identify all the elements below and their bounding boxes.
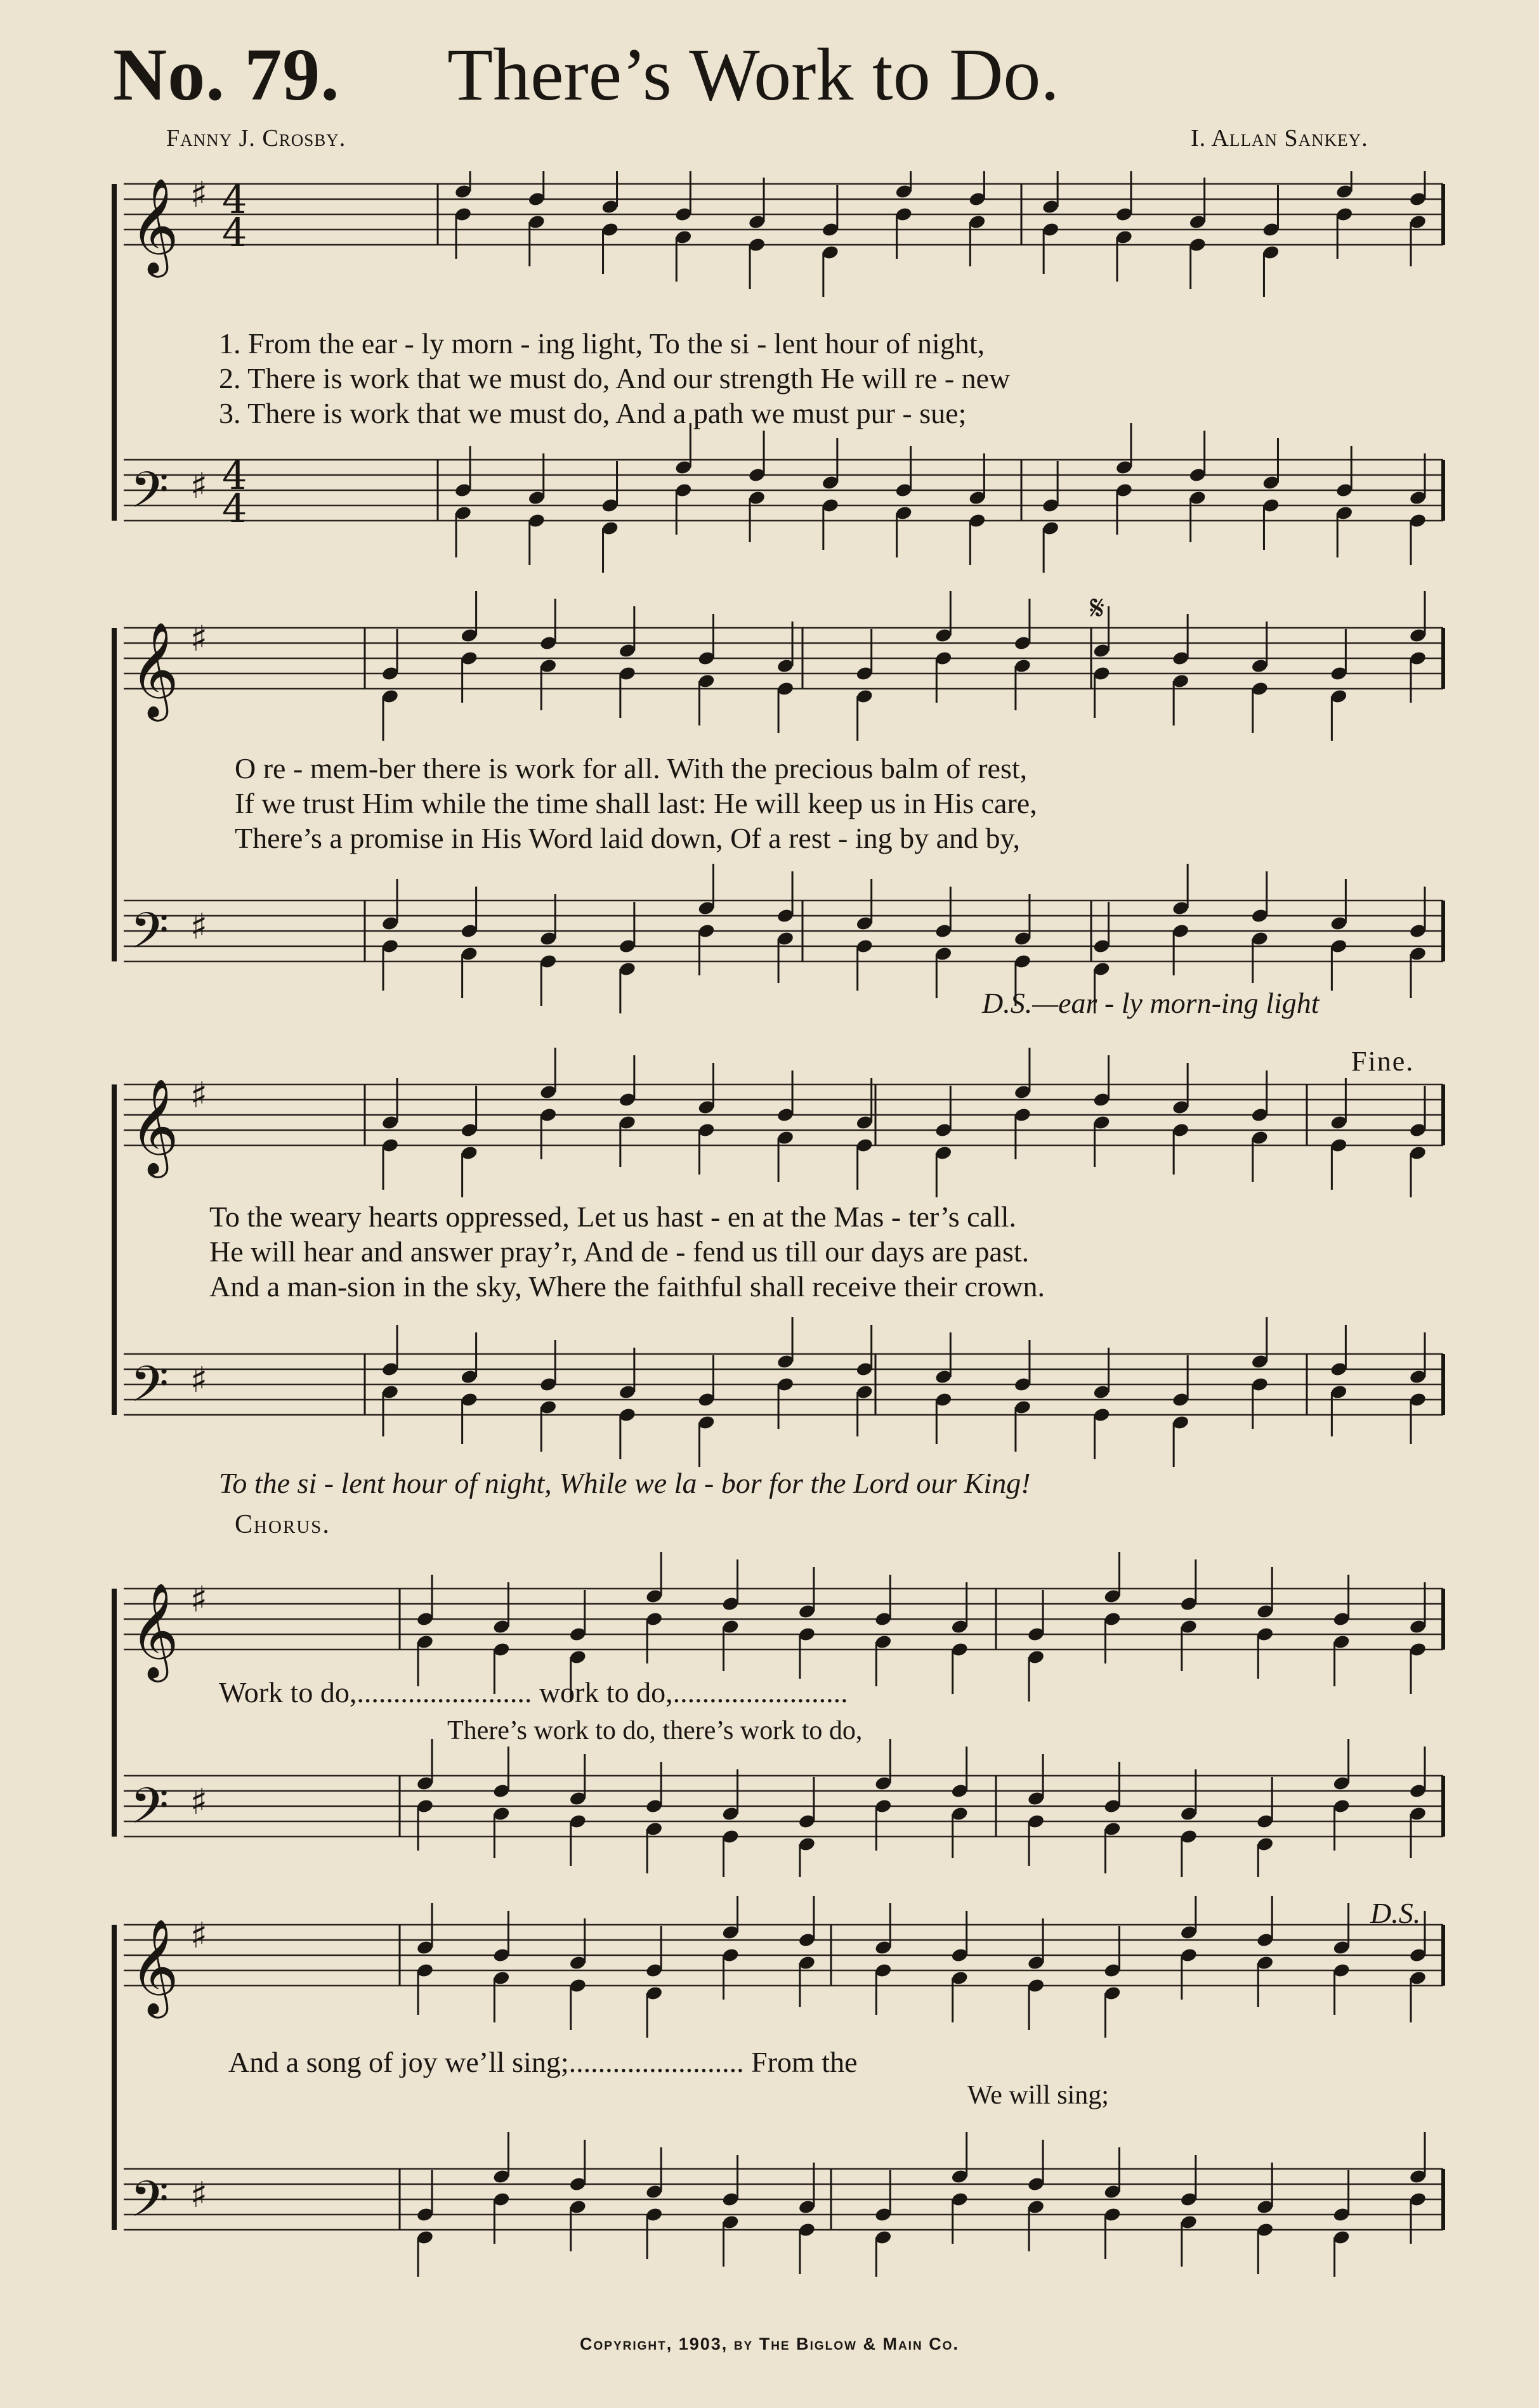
sharp-icon: ♯ xyxy=(190,2175,208,2216)
treble-clef-icon: 𝄞 xyxy=(130,1918,179,2014)
bass-clef-icon: 𝄢 xyxy=(130,462,169,531)
time-signature-bottom: 4 xyxy=(222,209,247,256)
treble-clef-icon: 𝄞 xyxy=(130,1077,179,1174)
sharp-icon: ♯ xyxy=(190,618,208,660)
sharp-icon: ♯ xyxy=(190,1915,208,1956)
hymn-title: There’s Work to Do. xyxy=(447,33,1059,116)
bass-clef-icon: 𝄢 xyxy=(130,1778,169,1847)
staff-notation xyxy=(0,1896,1539,2277)
time-signature-bottom: 4 xyxy=(222,485,247,531)
sharp-icon: ♯ xyxy=(190,174,208,216)
sharp-icon: ♯ xyxy=(190,1781,208,1823)
ds-lyric-cue: D.S.—ear - ly morn-ing light xyxy=(982,987,1320,1019)
verse-1-line-3: To the weary hearts oppressed, Let us hast - en at the Mas - ter’s call. xyxy=(209,1201,1017,1233)
sharp-icon: ♯ xyxy=(190,1579,208,1620)
bass-clef-icon: 𝄢 xyxy=(130,902,169,972)
fine-mark: Fine. xyxy=(1351,1046,1415,1077)
music-system-2 xyxy=(0,590,1539,1021)
time-signature-top: 4 xyxy=(222,176,247,223)
chorus-system-2 xyxy=(0,1896,1539,2277)
verse-2-line-1: 2. There is work that we must do, And our strength He will re - new xyxy=(219,362,1011,394)
hymn-number: No. 79. xyxy=(113,33,340,116)
verse-2-line-2: If we trust Him while the time shall last: He will keep us in His care, xyxy=(235,787,1037,819)
verse-1-line-1: 1. From the ear - ly morn - ing light, To the si - lent hour of night, xyxy=(219,327,985,360)
copyright-notice: Copyright, 1903, by The Biglow & Main Co. xyxy=(580,2334,959,2353)
treble-clef-icon: 𝄞 xyxy=(130,1582,179,1678)
music-system-1 xyxy=(0,171,1539,577)
ds-refrain-text: To the si - lent hour of night, While we la - bor for the Lord our King! xyxy=(219,1467,1031,1499)
time-signature-top: 4 xyxy=(222,452,247,498)
chorus-heading: Chorus. xyxy=(235,1510,331,1539)
segno-sign: 𝄋 xyxy=(1090,589,1105,627)
verse-3-line-3: And a man-sion in the sky, Where the faithful shall receive their crown. xyxy=(209,1270,1045,1303)
composer-credit: I. Allan Sankey. xyxy=(1191,125,1368,152)
chorus-system-1 xyxy=(0,1509,1539,1877)
verse-3-line-1: 3. There is work that we must do, And a path we must pur - sue; xyxy=(219,397,967,429)
bass-clef-icon: 𝄢 xyxy=(130,2171,169,2241)
sharp-icon: ♯ xyxy=(190,465,208,507)
sharp-icon: ♯ xyxy=(190,1075,208,1116)
chorus-line-1: Work to do,........................ work to do,........................ xyxy=(219,1676,848,1708)
staff-notation xyxy=(0,1034,1539,1503)
chorus-alto-line-2: We will sing; xyxy=(967,2081,1109,2110)
lyricist-credit: Fanny J. Crosby. xyxy=(166,125,346,152)
sharp-icon: ♯ xyxy=(190,906,208,947)
ds-end-mark: D.S. xyxy=(1370,1897,1421,1929)
sharp-icon: ♯ xyxy=(190,1360,208,1401)
music-system-3 xyxy=(0,1034,1539,1503)
verse-3-line-2: There’s a promise in His Word laid down, Of a rest - ing by and by, xyxy=(235,822,1021,854)
bass-clef-icon: 𝄢 xyxy=(130,1356,169,1426)
verse-2-line-3: He will hear and answer pray’r, And de - fend us till our days are past. xyxy=(209,1235,1030,1268)
treble-clef-icon: 𝄞 xyxy=(130,621,179,717)
verse-1-line-2: O re - mem-ber there is work for all. With the precious balm of rest, xyxy=(235,752,1028,784)
chorus-alto-line-1: There’s work to do, there’s work to do, xyxy=(447,1716,863,1745)
chorus-line-2: And a song of joy we’ll sing;........................ From the xyxy=(228,2046,858,2078)
treble-clef-icon: 𝄞 xyxy=(130,177,179,273)
